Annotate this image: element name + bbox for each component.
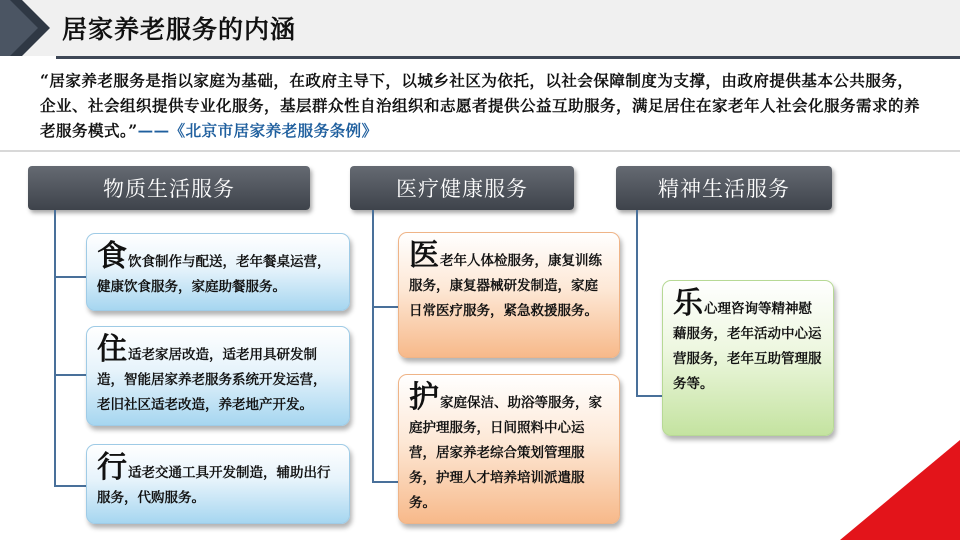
quote-source: ——《北京市居家养老服务条例》 [137, 121, 378, 140]
category-spiritual-life [616, 166, 832, 210]
service-char: 护 [409, 380, 439, 415]
connector-line [372, 306, 398, 308]
service-box-food [86, 233, 350, 311]
header-arrow-icon [0, 0, 56, 56]
corner-triangle-decoration [840, 440, 960, 540]
quote-text: “居家养老服务是指以家庭为基础，在政府主导下，以城乡社区为依托，以社会保障制度为支撑，由政府提供基本公共服务，企业、社会组织提供专业化服务，基层群众性自治组织和志愿者提供公益互助服务，满足居住在家老年人社会化服务需求的养老服务模式。” [40, 71, 921, 140]
service-text: 适老家居改造，适老用具研发制造，智能居家养老服务系统开发运营，老旧社区适老改造，养老地产开发。 [97, 347, 327, 413]
connector-line [54, 485, 86, 487]
category-material-life [28, 166, 310, 210]
service-char: 食 [97, 239, 127, 274]
service-box-joy [662, 280, 834, 436]
service-box-care [398, 374, 620, 524]
service-char: 行 [97, 450, 127, 485]
service-text: 心理咨询等精神慰藉服务，老年活动中心运营服务，老年互助管理服务等。 [673, 301, 822, 392]
service-box-travel [86, 444, 350, 524]
service-char: 住 [97, 332, 127, 367]
category-label: 物质生活服务 [103, 177, 235, 201]
connector-line [636, 395, 662, 397]
page-title: 居家养老服务的内涵 [62, 15, 297, 44]
service-text: 家庭保洁、助浴等服务，家庭护理服务，日间照料中心运营，居家养老综合策划管理服务，护理人才培养培训派遣服务。 [409, 395, 602, 511]
service-box-housing [86, 326, 350, 426]
service-text: 饮食制作与配送，老年餐桌运营，健康饮食服务，家庭助餐服务。 [97, 254, 331, 295]
service-text: 适老交通工具开发制造，辅助出行服务，代购服务。 [97, 465, 331, 506]
connector-line [54, 210, 56, 486]
connector-line [54, 374, 86, 376]
connector-line [372, 481, 398, 483]
category-label: 医疗健康服务 [396, 177, 528, 201]
connector-line [636, 210, 638, 396]
header-underline [56, 56, 960, 59]
connector-line [372, 210, 374, 482]
divider [0, 150, 960, 152]
service-text: 老年人体检服务，康复训练服务，康复器械研发制造，家庭日常医疗服务，紧急救援服务。 [409, 253, 602, 319]
service-char: 医 [409, 238, 439, 273]
definition-quote [40, 68, 920, 143]
service-char: 乐 [673, 286, 703, 321]
service-box-medical [398, 232, 620, 358]
connector-line [54, 276, 86, 278]
category-medical-health [350, 166, 574, 210]
category-label: 精神生活服务 [658, 177, 790, 201]
